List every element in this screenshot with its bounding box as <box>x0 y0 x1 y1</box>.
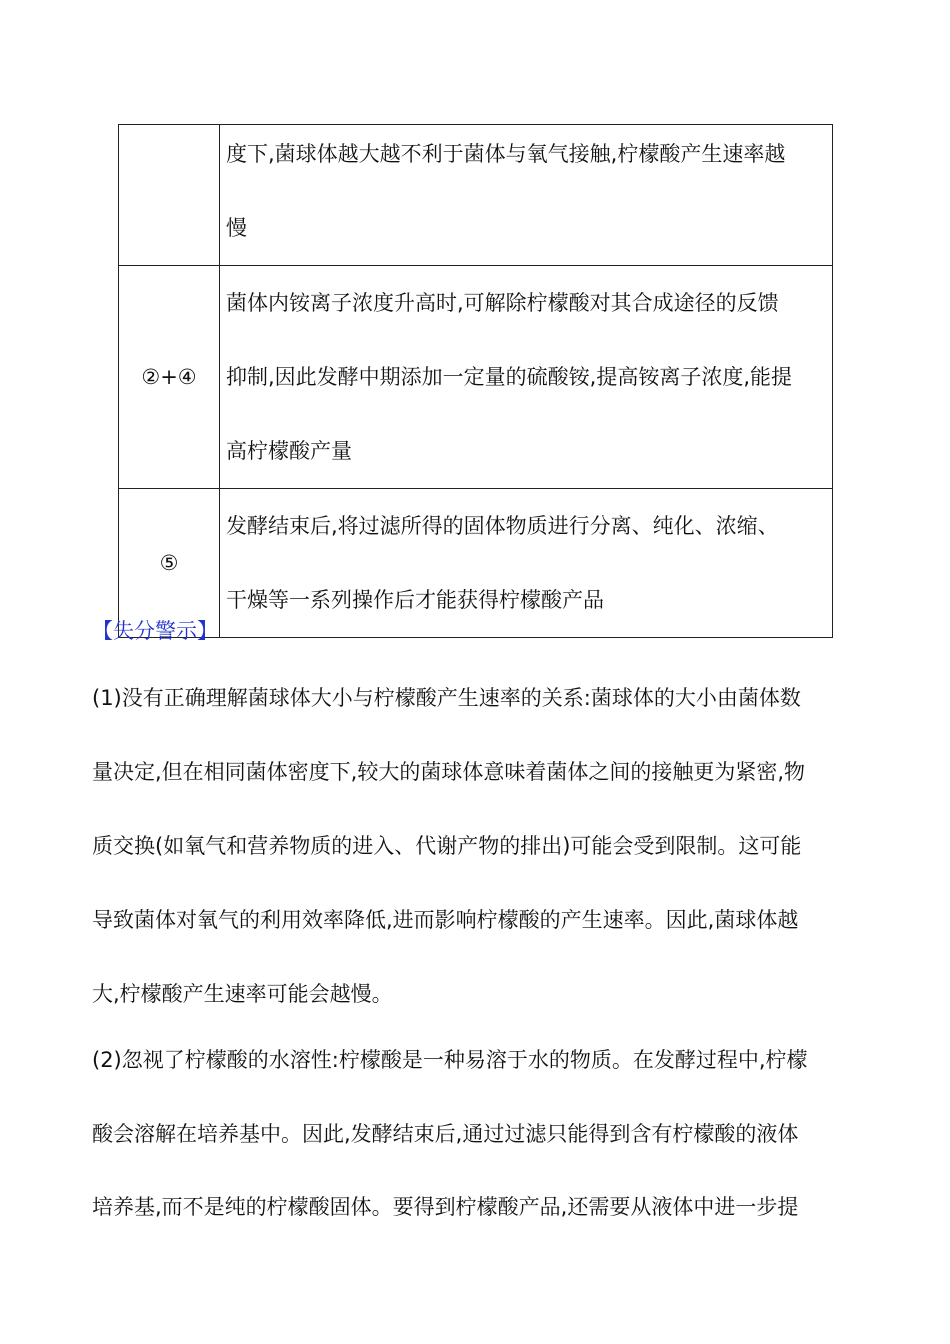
cell-text-line: 发酵结束后,将过滤所得的固体物质进行分离、纯化、浓缩、 <box>226 514 779 538</box>
row-number-cell: ②+④ <box>119 266 220 489</box>
row-explanation-cell <box>220 266 833 489</box>
paragraph-line: (2)忽视了柠檬酸的水溶性:柠檬酸是一种易溶于水的物质。在发酵过程中,柠檬 <box>92 1048 808 1072</box>
paragraph-line: (1)没有正确理解菌球体大小与柠檬酸产生速率的关系:菌球体的大小由菌体数 <box>92 686 801 710</box>
cell-text-line: 度下,菌球体越大越不利于菌体与氧气接触,柠檬酸产生速率越 <box>226 142 786 166</box>
paragraph-line: 导致菌体对氧气的利用效率降低,进而影响柠檬酸的产生速率。因此,菌球体越 <box>92 908 799 932</box>
row-explanation-cell <box>220 125 833 266</box>
table-row <box>119 125 833 266</box>
paragraph-line: 量决定,但在相同菌体密度下,较大的菌球体意味着菌体之间的接触更为紧密,物 <box>92 760 806 784</box>
table-row <box>119 489 833 638</box>
cell-text-line: 慢 <box>226 216 247 240</box>
cell-text-line: 抑制,因此发酵中期添加一定量的硫酸铵,提高铵离子浓度,能提 <box>226 365 793 389</box>
paragraph-line: 酸会溶解在培养基中。因此,发酵结束后,通过过滤只能得到含有柠檬酸的液体 <box>92 1122 799 1146</box>
paragraph-line: 质交换(如氧气和营养物质的进入、代谢产物的排出)可能会受到限制。这可能 <box>92 834 802 858</box>
cell-text-line: 高柠檬酸产量 <box>226 439 352 463</box>
row-number-cell: ⑤ <box>119 489 220 638</box>
row-explanation-cell <box>220 489 833 638</box>
row-number-cell <box>119 125 220 266</box>
paragraph-line: 大,柠檬酸产生速率可能会越慢。 <box>92 982 393 1006</box>
analysis-table <box>118 124 833 638</box>
cell-text-line: 菌体内铵离子浓度升高时,可解除柠檬酸对其合成途径的反馈 <box>226 291 779 315</box>
table-row <box>119 266 833 489</box>
cell-text-line: 干燥等一系列操作后才能获得柠檬酸产品 <box>226 588 604 612</box>
paragraph-line: 培养基,而不是纯的柠檬酸固体。要得到柠檬酸产品,还需要从液体中进一步提 <box>92 1195 799 1219</box>
warning-heading: 【失分警示】 <box>92 619 218 643</box>
